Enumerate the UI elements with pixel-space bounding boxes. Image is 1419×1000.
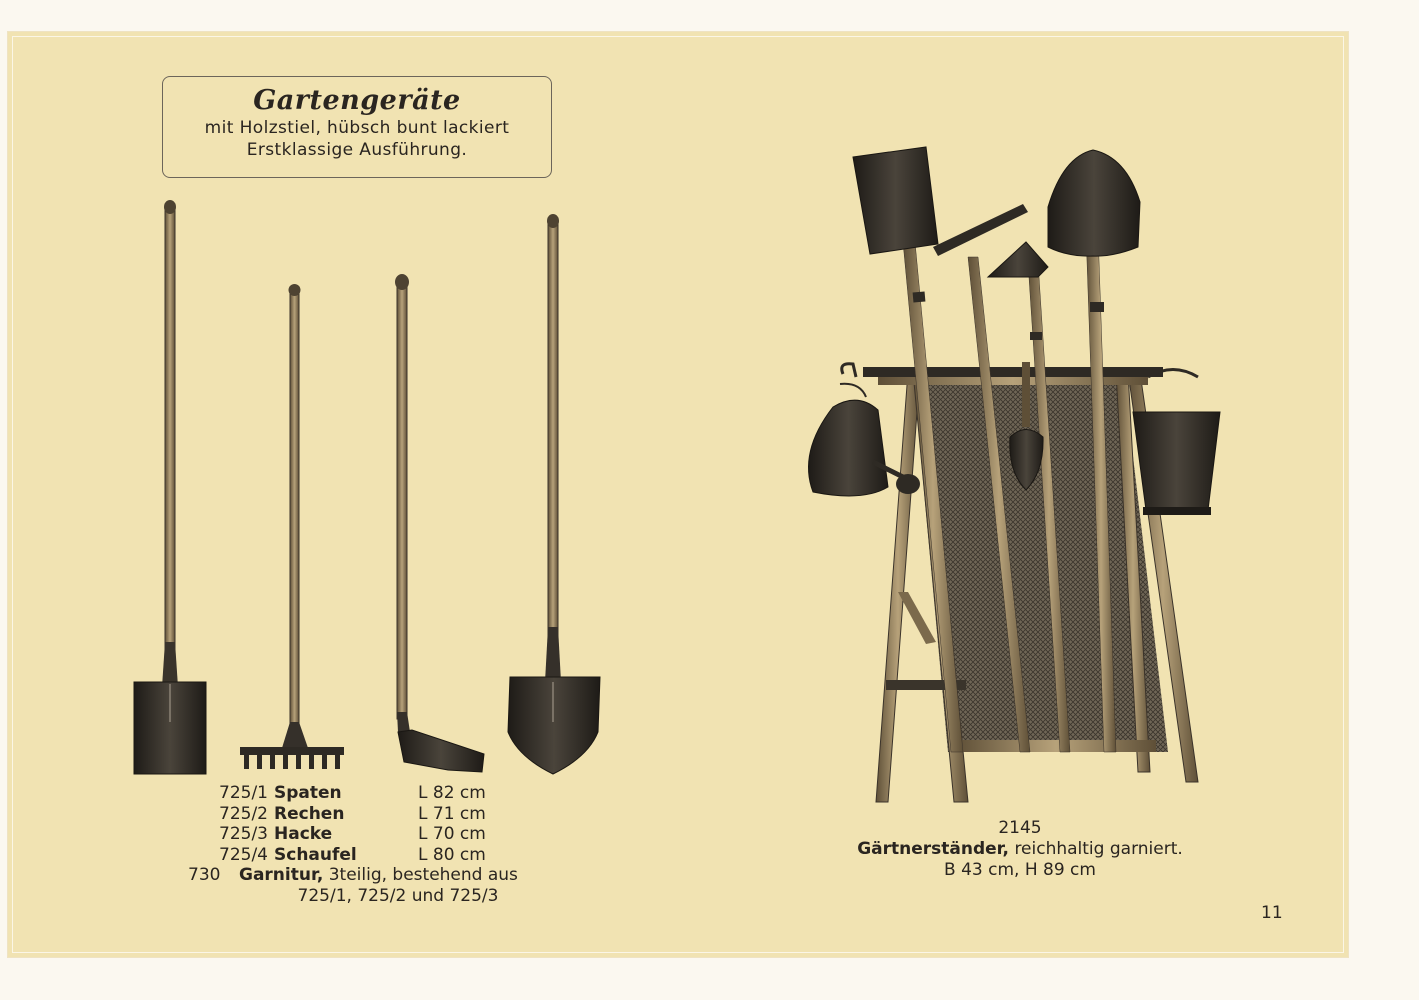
page-title: Gartengeräte (253, 85, 461, 116)
tool-row (178, 845, 558, 866)
subtitle-line-1: mit Holzstiel, hübsch bunt lackiert (204, 118, 510, 138)
tool-length: L 71 cm (418, 803, 486, 824)
garden-stand-image (809, 147, 1221, 802)
tool-length: L 82 cm (418, 783, 486, 803)
tool-name: Schaufel (274, 844, 357, 865)
tool-number: 725/3 (219, 824, 268, 844)
rake-image (240, 284, 344, 769)
stand-description: reichhaltig garniert. (1014, 839, 1183, 859)
tool-name: Hacke (274, 824, 333, 844)
tool-row (178, 824, 558, 845)
tool-length: L 80 cm (418, 844, 486, 865)
tool-number: 725/1 (219, 783, 268, 803)
subtitle-line-2: Erstklassige Ausführung. (246, 140, 468, 160)
set-contents: 725/1, 725/2 und 725/3 (297, 885, 499, 906)
set-number: 730 (188, 865, 221, 885)
tool-name: Spaten (274, 783, 342, 803)
catalog-page (8, 32, 1348, 957)
hoe-image (395, 274, 484, 772)
tool-number: 725/4 (219, 844, 268, 865)
tool-name: Rechen (274, 803, 345, 824)
spade-image (134, 200, 206, 774)
stand-caption (828, 818, 1212, 881)
tool-specs-list (178, 783, 558, 906)
set-description: 3teilig, bestehend aus (328, 865, 518, 885)
tool-length: L 70 cm (418, 824, 486, 844)
tool-row (178, 783, 558, 804)
tool-row (178, 804, 558, 825)
stand-name: Gärtnerständer, (857, 839, 1010, 859)
set-name: Garnitur, (239, 865, 324, 885)
stand-number: 2145 (998, 818, 1042, 838)
tool-number: 725/2 (219, 803, 268, 824)
page-number: 11 (1261, 903, 1283, 923)
stand-dimensions: B 43 cm, H 89 cm (944, 860, 1096, 880)
shovel-image (508, 214, 600, 774)
set-row (178, 865, 558, 886)
